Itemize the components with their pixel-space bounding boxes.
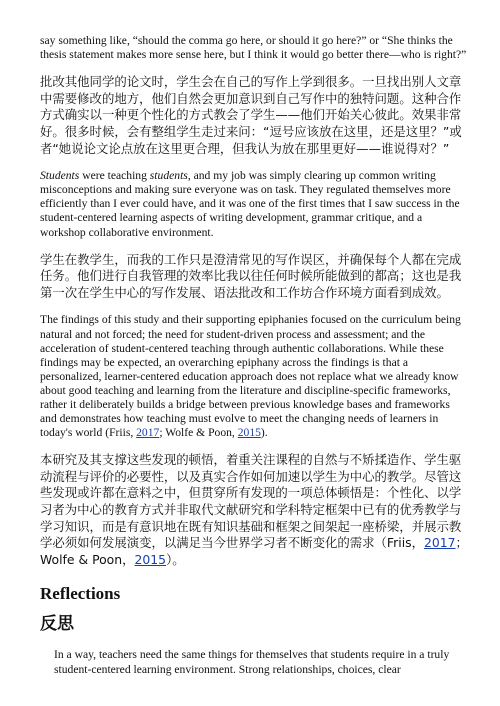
text-segment: The findings of this study and their supporting epiphanies focused on the curriculum being natural and not forced; the need for student-driven process and assessment; and the acceleration of student-centered teaching through authentic collaborations. While these findings may be expected, an overarching epiphany across the findings is that a personalized, learner-centered education approach does not replace what we already know about good teaching and learning from the literature and discipline-specific frameworks, rather it deliberately builds a bridge between previous knowledge bases and frameworks and demonstrates how teaching must evolve to meet the changing needs of learners in today's world (Friis,: [40, 313, 461, 440]
text-segment: , and my job was simply clearing up common writing misconceptions and making sure everyone was on task. They regulated themselves more efficiently than I ever could have, and it was one of the first times that I saw success in the student-centered learning aspects of writing development, grammar critique, and a workshop collaborative environment.: [40, 169, 460, 239]
paragraph-en-4: In a way, teachers need the same things for themselves that students require in a truly student-centered learning environment. Strong relationships, choices, clear: [54, 648, 450, 676]
citation-link-friis-2017-zh[interactable]: 2017: [424, 535, 456, 551]
paragraph-zh-2: 学生在教学生，而我的工作只是澄清常见的写作误区，并确保每个人都在完成任务。他们进行自我管理的效率比我以往任何时候所能做到的都高；这也是我第一次在学生中心的写作发展、语法批改和工作坊合作环境方面看到成效。: [40, 251, 462, 300]
paragraph-en-3: [40, 313, 468, 440]
text-segment: ; Wolfe & Poon,: [159, 426, 238, 440]
paragraph-en-2: [40, 169, 468, 239]
citation-link-friis-2017[interactable]: 2017: [136, 426, 160, 440]
emphasis-students: Students: [40, 169, 80, 183]
citation-link-wolfe-poon-2015[interactable]: 2015: [237, 426, 261, 440]
heading-reflections-zh: 反思: [40, 614, 74, 635]
text-segment: ；Wolfe & Poon，: [40, 535, 468, 567]
text-segment: ）。: [166, 551, 185, 567]
emphasis-students: students: [149, 169, 188, 183]
paragraph-zh-1: 批改其他同学的论文时，学生会在自己的写作上学到很多。一旦找出别人文章中需要修改的地方，他们自然会更加意识到自己写作中的独特问题。这种合作方式确实以一种更个性化的方式教会了学生——他们开始关心彼此。效果非常好。很多时候，会有整组学生走过来问：“逗号应该放在这里，还是这里？”或者“她说论文论点放在这里更合理，但我认为放在那里更好——谁说得对？”: [40, 74, 462, 156]
paragraph-zh-3: [40, 452, 468, 568]
paragraph-en-1: say something like, “should the comma go here, or should it go here?” or “She thinks the thesis statement makes more sense here, but I think it would go better there—who is right?”: [40, 34, 467, 62]
text-segment: 本研究及其支撑这些发现的顿悟，着重关注课程的自然与不矫揉造作、学生驱动流程与评价的必要性，以及真实合作如何加速以学生为中心的教学。尽管这些发现或许都在意料之中，但贯穿所有发现的一项总体顿悟是：个性化、以学习者为中心的教育方式并非取代文献研究和学科特定框架中已有的优秀教学与学习知识，而是有意识地在既有知识基础和框架之间架起一座桥梁，并展示教学必须如何发展演变，以满足当今世界学习者不断变化的需求（Friis，: [40, 452, 462, 551]
text-segment: ).: [260, 426, 268, 440]
heading-reflections: Reflections: [40, 584, 121, 604]
citation-link-wolfe-poon-2015-zh[interactable]: 2015: [134, 551, 167, 567]
text-segment: were teaching: [79, 169, 150, 183]
